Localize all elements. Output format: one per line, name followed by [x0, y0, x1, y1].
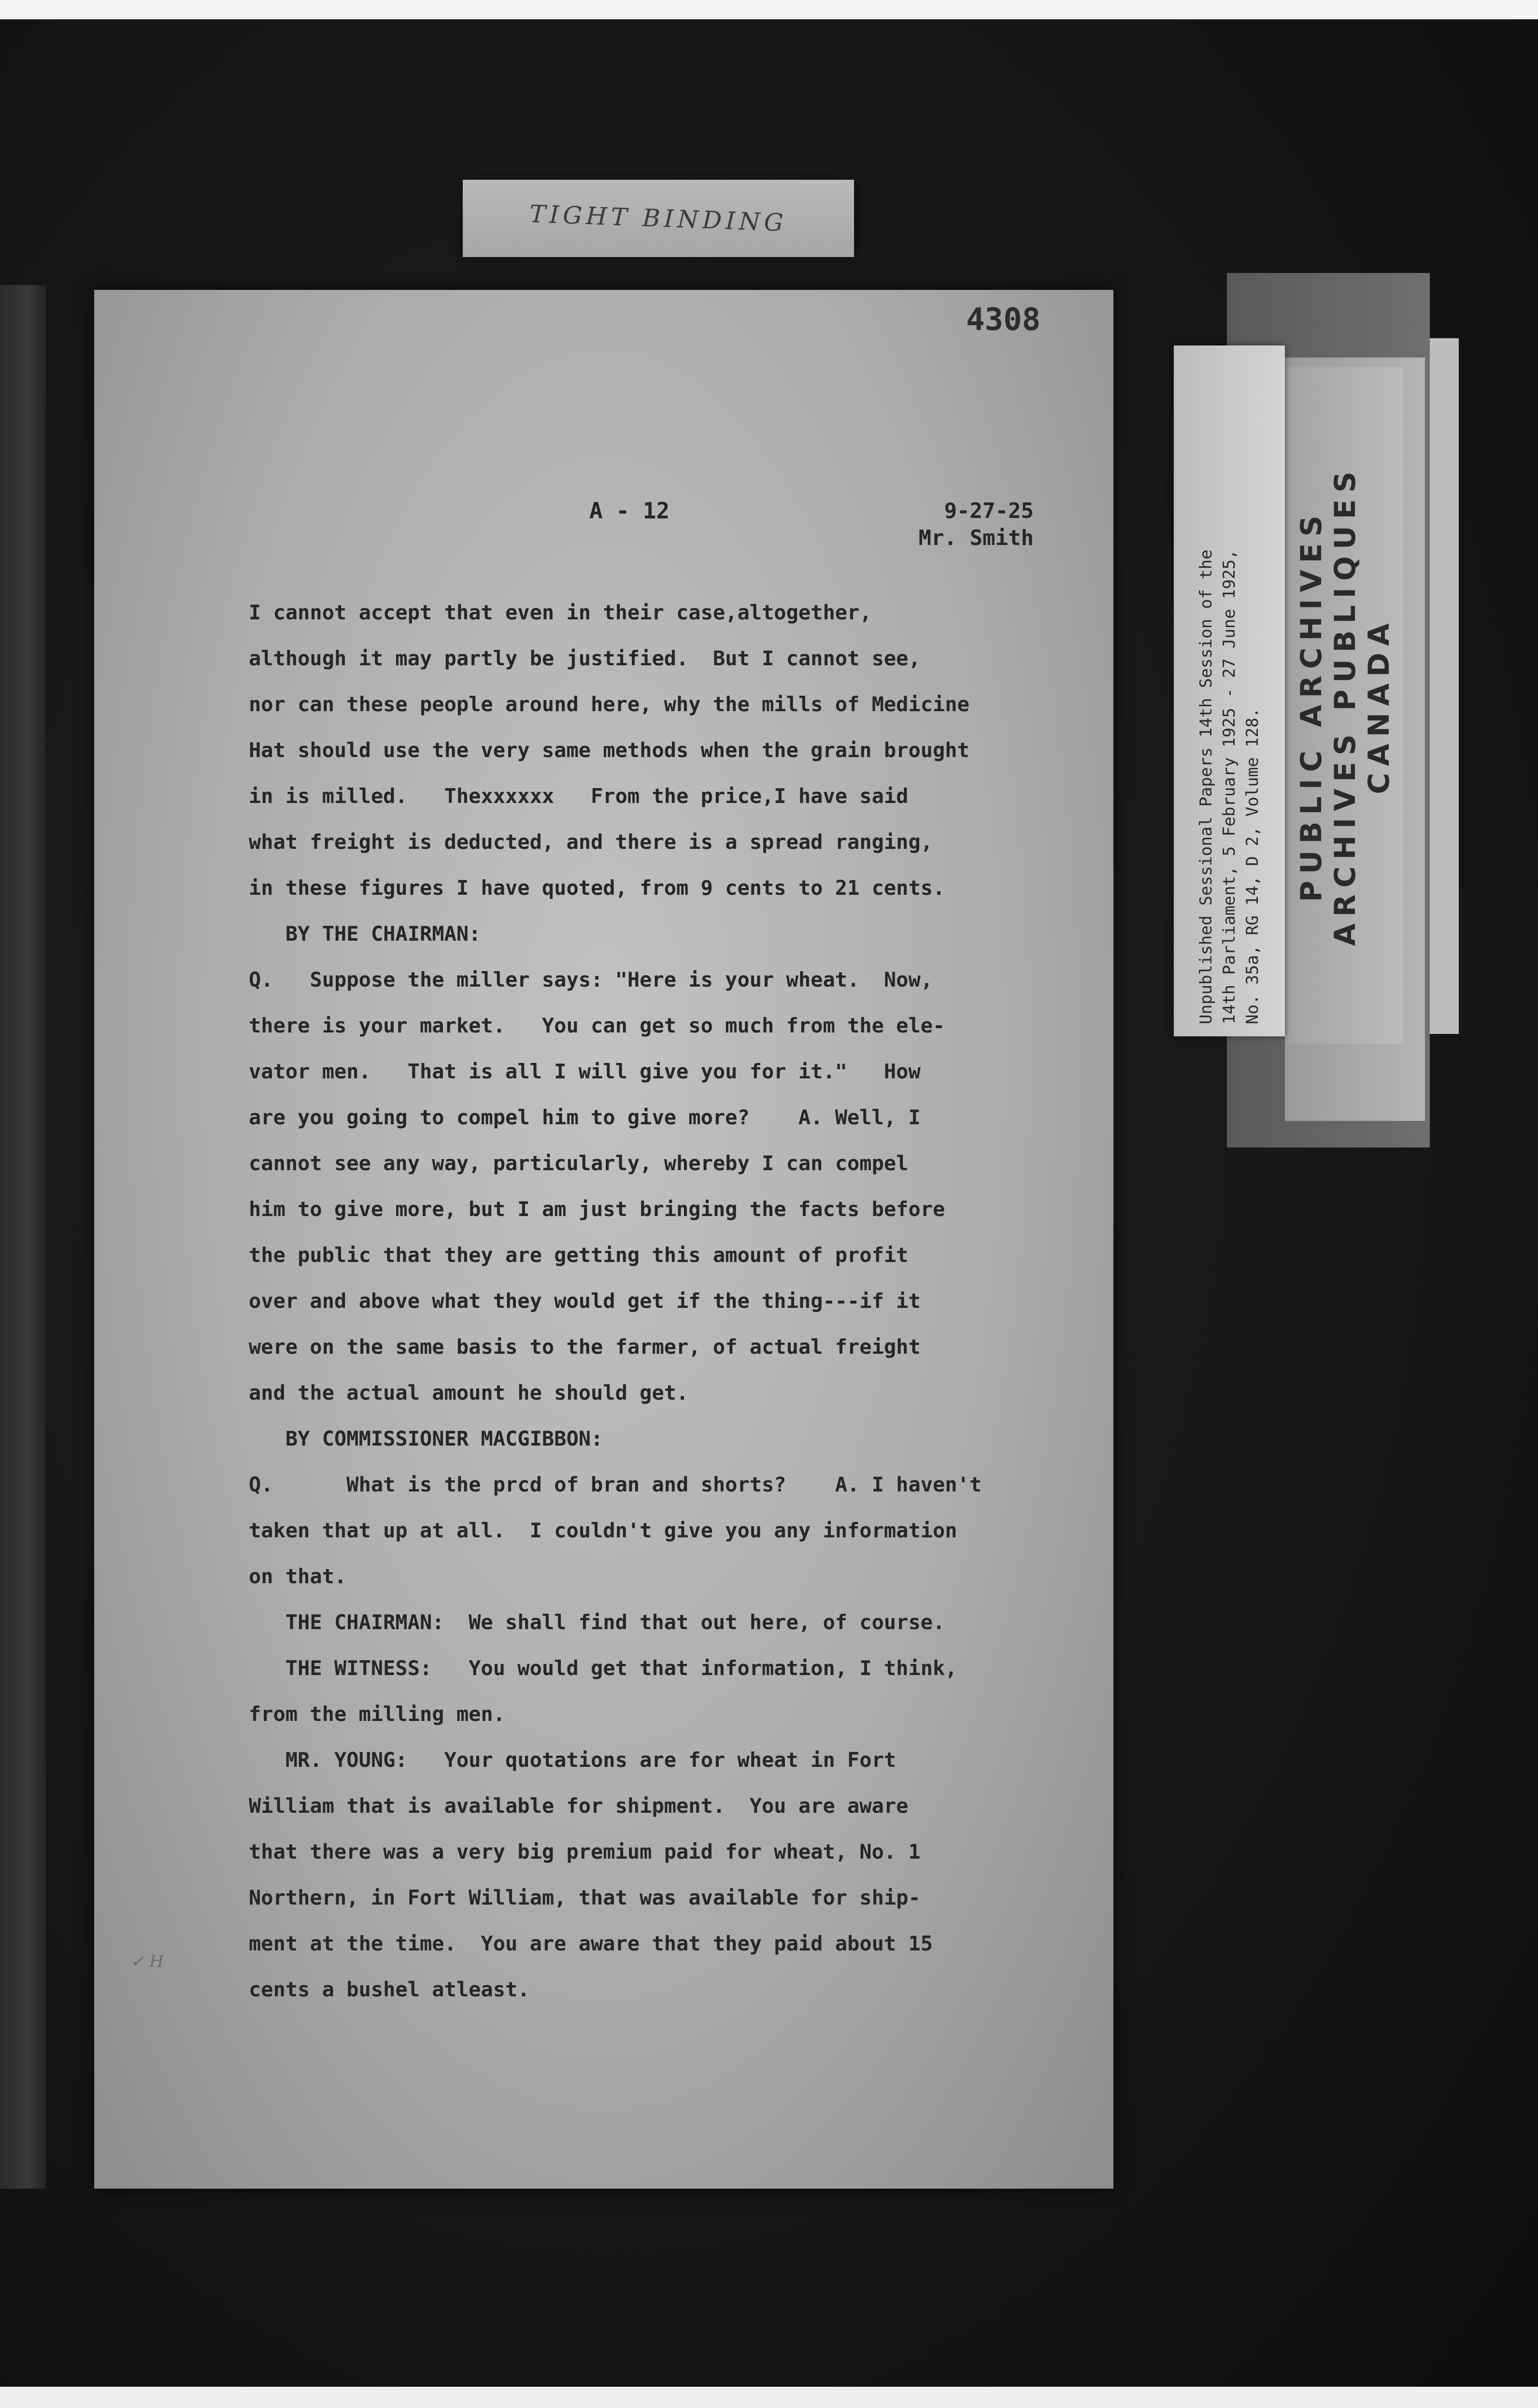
public-archives-label	[1287, 367, 1403, 1044]
text-line: taken that up at all. I couldn't give you any information	[249, 1519, 957, 1542]
text-line: ment at the time. You are aware that they paid about 15	[249, 1932, 933, 1955]
text-line: nor can these people around here, why the mills of Medicine	[249, 692, 969, 716]
archives-line: CANADA	[1362, 616, 1396, 794]
header-date: 9-27-25	[944, 499, 1034, 523]
text-line: THE CHAIRMAN: We shall find that out here, of course.	[249, 1610, 945, 1634]
label-strip-edge	[1430, 338, 1459, 1034]
tight-binding-text: TIGHT BINDING	[529, 200, 788, 237]
adjacent-page-edge	[0, 285, 46, 2189]
session-line: 14th Parliament, 5 February 1925 - 27 June 1925,	[1220, 549, 1239, 1024]
page-number: 4308	[966, 302, 1041, 338]
text-line: I cannot accept that even in their case,altogether,	[249, 601, 872, 624]
text-line: over and above what they would get if the thing---if it	[249, 1289, 921, 1313]
header-name: Mr. Smith	[918, 526, 1034, 550]
page-header-right	[860, 498, 1034, 552]
film-edge-bottom	[0, 2387, 1538, 2408]
text-line: are you going to compel him to give more? A. Well, I	[249, 1105, 921, 1129]
text-line: vator men. That is all I will give you for it." How	[249, 1060, 921, 1083]
session-line: Unpublished Sessional Papers 14th Session of the	[1196, 549, 1216, 1024]
speaker-heading: BY COMMISSIONER MACGIBBON:	[249, 1427, 603, 1450]
text-line: Northern, in Fort William, that was available for ship-	[249, 1886, 921, 1909]
archives-line: ARCHIVES PUBLIQUES	[1328, 465, 1362, 946]
text-line: although it may partly be justified. But I cannot see,	[249, 646, 921, 670]
speaker-heading: BY THE CHAIRMAN:	[249, 922, 481, 946]
sessional-papers-label	[1174, 345, 1285, 1036]
text-line: him to give more, but I am just bringing the facts before	[249, 1197, 945, 1221]
archives-line: PUBLIC ARCHIVES	[1295, 509, 1328, 902]
text-line: were on the same basis to the farmer, of actual freight	[249, 1335, 921, 1359]
text-line: from the milling men.	[249, 1702, 506, 1726]
text-line: on that.	[249, 1564, 347, 1588]
film-edge-top	[0, 0, 1538, 19]
text-line: cents a bushel atleast.	[249, 1978, 530, 2001]
session-line: No. 35a, RG 14, D 2, Volume 128.	[1243, 707, 1262, 1024]
text-line: William that is available for shipment. You are aware	[249, 1794, 909, 1818]
text-line: the public that they are getting this amount of profit	[249, 1243, 909, 1267]
text-line: Hat should use the very same methods when the grain brought	[249, 738, 969, 762]
tight-binding-label	[463, 180, 854, 257]
page-header-left: A - 12	[589, 498, 670, 524]
transcript-body	[249, 589, 1099, 2012]
text-line: in these figures I have quoted, from 9 cents to 21 cents.	[249, 876, 945, 900]
handwritten-margin-marks: ✓ H	[130, 1952, 164, 1971]
text-line: what freight is deducted, and there is a spread ranging,	[249, 830, 933, 854]
text-line: and the actual amount he should get.	[249, 1381, 689, 1405]
text-line: that there was a very big premium paid for wheat, No. 1	[249, 1840, 921, 1863]
text-line: cannot see any way, particularly, whereby I can compel	[249, 1151, 909, 1175]
text-line: MR. YOUNG: Your quotations are for wheat in Fort	[249, 1748, 897, 1772]
text-line: in is milled. Thexxxxxx From the price,I have said	[249, 784, 909, 808]
text-line: Q. What is the prcd of bran and shorts? A. I haven't	[249, 1473, 982, 1496]
text-line: THE WITNESS: You would get that information, I think,	[249, 1656, 957, 1680]
text-line: there is your market. You can get so much from the ele-	[249, 1014, 945, 1037]
text-line: Q. Suppose the miller says: "Here is your wheat. Now,	[249, 968, 933, 991]
